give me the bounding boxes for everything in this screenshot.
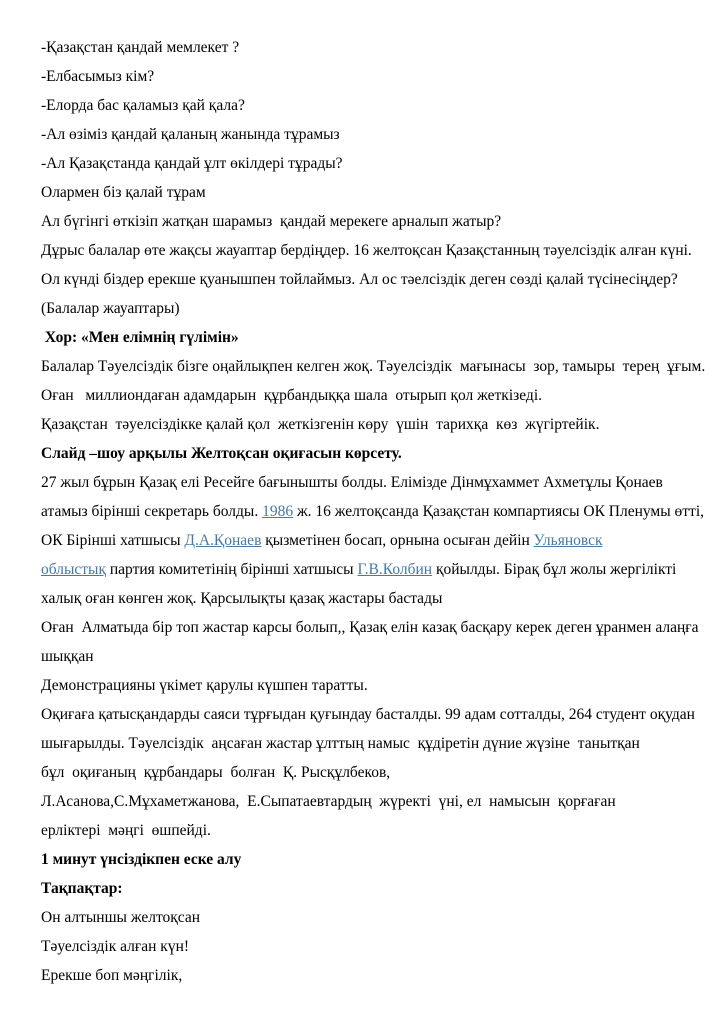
document-line: -Елорда бас қаламыз қай қала? xyxy=(41,97,245,114)
document-line: Оқиғаға қатысқандарды саяси тұрғыдан қуғындау басталды. 99 адам сотталды, 264 студент оқудан xyxy=(41,706,695,723)
hyperlink-kolbin[interactable]: Г.В.Колбин xyxy=(357,561,433,578)
document-line: Ол күнді біздер ерекше қуанышпен тойлаймыз. Ал ос тәелсіздік деген сөзді қалай түсінесіңдер? xyxy=(41,271,678,288)
document-line xyxy=(41,526,688,555)
document-line: халық оған көнген жоқ. Қарсылықты қазақ жастары бастады xyxy=(41,590,443,607)
hyperlink-1986[interactable]: 1986 xyxy=(262,503,294,520)
document-line: (Балалар жауаптары) xyxy=(41,300,180,317)
document-line: Қазақстан тәуелсіздікке қалай қол жеткізгенін көру үшін тарихқа көз жүгіртейік. xyxy=(41,416,600,433)
document-line: 27 жыл бұрын Қазақ елі Ресейге бағынышты болды. Елімізде Дінмұхаммет Ахметұлы Қонаев xyxy=(41,474,663,491)
heading-minute-of-silence: 1 минут үнсіздікпен еске алу xyxy=(41,851,242,868)
document-line: Балалар Тәуелсіздік бізге оңайлықпен келген жоқ. Тәуелсіздік мағынасы зор, тамыры терең ұғым. xyxy=(41,358,706,375)
heading-slideshow: Слайд –шоу арқылы Желтоқсан оқиғасын көрсету. xyxy=(41,445,402,462)
heading-chorus: Хор: «Мен елімнің гүлімін» xyxy=(41,329,239,346)
document-line: -Ал Қазақстанда қандай ұлт өкілдері тұрады? xyxy=(41,155,343,172)
document-line: Оған миллиондаған адамдарын құрбандыққа шала отырып қол жеткізеді. xyxy=(41,387,543,404)
document-line: ерліктері мәңгі өшпейді. xyxy=(41,822,211,839)
hyperlink-ulyanovsk[interactable]: Ульяновск xyxy=(533,532,603,549)
document-line: Олармен біз қалай тұрам xyxy=(41,184,206,201)
document-line: Оған Алматыда бір топ жастар карсы болып,, Қазақ елін казақ басқару керек деген ұранмен алаңға xyxy=(41,619,699,636)
document-line: Ерекше боп мәңгілік, xyxy=(41,967,183,984)
line-text: партия комитетінің бірінші хатшысы xyxy=(106,561,358,578)
document-line: Демонстрацияны үкімет қарулы күшпен таратты. xyxy=(41,677,368,694)
heading-takpaktar: Тақпақтар: xyxy=(41,880,123,897)
hyperlink-konaev[interactable]: Д.А.Қонаев xyxy=(184,532,262,549)
document-line: Он алтыншы желтоқсан xyxy=(41,909,201,926)
line-text: ОК Бірінші хатшысы xyxy=(41,532,185,549)
hyperlink-oblystyk[interactable]: облыстық xyxy=(41,561,106,578)
document-line: шыққан xyxy=(41,648,94,665)
line-text: қойылды. Бірақ бұл жолы жергілікті xyxy=(432,561,677,578)
document-line: Л.Асанова,С.Мұхаметжанова, Е.Сыпатаевтардың жүректі үні, ел намысын қорғаған xyxy=(41,793,616,810)
document-line xyxy=(41,555,688,584)
line-text: қызметінен босап, орнына осыған дейін xyxy=(261,532,534,549)
document-line: Дұрыс балалар өте жақсы жауаптар бердіңдер. 16 желтоқсан Қазақстанның тәуелсіздік алған күні. xyxy=(41,242,692,259)
line-text: атамыз бірінші секретарь болды. xyxy=(41,503,263,520)
document-line: шығарылды. Тәуелсіздік аңсаған жастар ұлттың намыс құдіретін дүние жүзіне танытқан xyxy=(41,735,640,752)
document-line: -Елбасымыз кім? xyxy=(41,68,155,85)
document-line: Тәуелсіздік алған күн! xyxy=(41,938,190,955)
document-line: -Ал өзіміз қандай қаланың жанында тұрамыз xyxy=(41,126,340,143)
document-line: бұл оқиғаның құрбандары болған Қ. Рысқұлбеков, xyxy=(41,764,391,781)
line-text: ж. 16 желтоқсанда Қазақстан компартиясы ОК Пленумы өтті, xyxy=(293,503,705,520)
document-line: Ал бүгінгі өткізіп жатқан шарамыз қандай мерекеге арналып жатыр? xyxy=(41,213,502,230)
document-line xyxy=(41,497,705,526)
document-line: -Қазақстан қандай мемлекет ? xyxy=(41,39,240,56)
